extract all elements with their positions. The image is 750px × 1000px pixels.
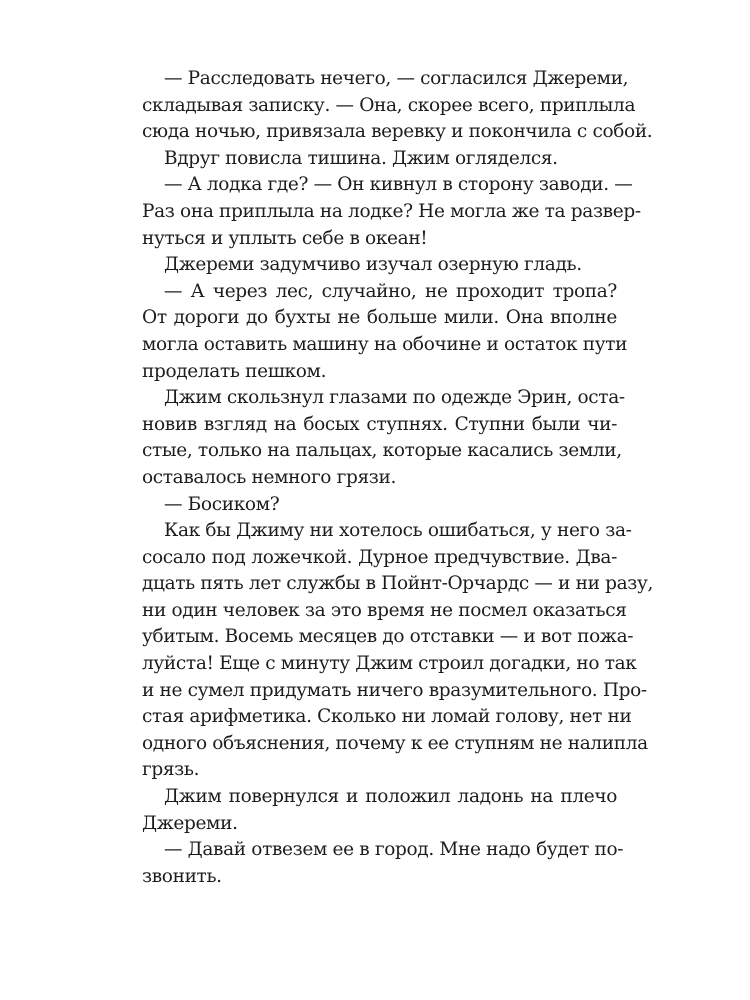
text-line: новив взгляд на босых ступнях. Ступни были чи- bbox=[142, 413, 617, 435]
text-line: Джереми задумчиво изучал озерную гладь. bbox=[164, 254, 582, 276]
text-line: оставалось немного грязи. bbox=[142, 466, 397, 488]
text-line: Вдруг повисла тишина. Джим огляделся. bbox=[164, 147, 558, 169]
text-line: луйста! Еще с минуту Джим строил догадки, но так bbox=[142, 653, 637, 675]
text-line: убитым. Восемь месяцев до отставки — и вот пожа- bbox=[142, 626, 634, 648]
text-line: дцать пять лет службы в Пойнт-Орчардс — и ни разу, bbox=[142, 573, 654, 595]
text-line: Как бы Джиму ни хотелось ошибаться, у него за- bbox=[164, 520, 632, 542]
text-line: От дороги до бухты не больше мили. Она вполне bbox=[142, 307, 617, 329]
text-line: — А лодка где? — Он кивнул в сторону заводи. — bbox=[164, 174, 633, 196]
text-line: Джереми. bbox=[142, 812, 238, 834]
text-line: ни один человек за это время не посмел оказаться bbox=[142, 599, 627, 621]
text-line: — Расследовать нечего, — согласился Джереми, bbox=[164, 68, 629, 89]
text-line: Джим скользнул глазами по одежде Эрин, оста- bbox=[164, 387, 625, 409]
text-line: — Давай отвезем ее в город. Мне надо будет по- bbox=[164, 839, 624, 861]
text-line: стые, только на пальцах, которые касались земли, bbox=[142, 440, 622, 462]
text-line: грязь. bbox=[142, 759, 200, 781]
text-line: стая арифметика. Сколько ни ломай голову, нет ни bbox=[142, 706, 632, 728]
text-line: — Босиком? bbox=[164, 493, 280, 515]
text-line: нуться и уплыть себе в океан! bbox=[142, 227, 428, 249]
text-line: и не сумел придумать ничего вразумительного. Про- bbox=[142, 679, 647, 701]
text-line: сюда ночью, привязала веревку и покончила с собой. bbox=[142, 121, 653, 143]
text-line: звонить. bbox=[142, 865, 222, 887]
text-line: сосало под ложечкой. Дурное предчувствие. Два- bbox=[142, 546, 617, 568]
text-line: одного объяснения, почему к ее ступням не налипла bbox=[142, 732, 648, 754]
text-line: проделать пешком. bbox=[142, 360, 327, 382]
text-line: Раз она приплыла на лодке? Не могла же та развер- bbox=[142, 200, 641, 222]
book-page-text bbox=[142, 66, 654, 890]
text-line: — А через лес, случайно, не проходит тропа? bbox=[164, 280, 617, 302]
text-line: складывая записку. — Она, скорее всего, приплыла bbox=[142, 94, 636, 116]
text-line: Джим повернулся и положил ладонь на плечо bbox=[164, 786, 617, 808]
text-line: могла оставить машину на обочине и остаток пути bbox=[142, 333, 628, 355]
